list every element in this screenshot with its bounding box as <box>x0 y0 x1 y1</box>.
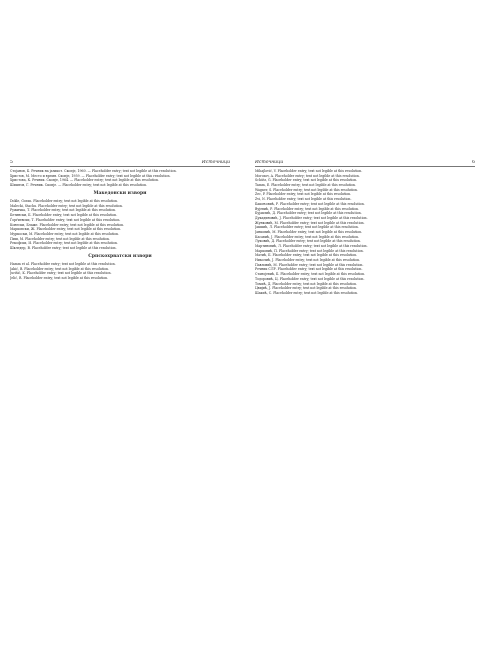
reference-entry: Касавић, Ј. Placeholder entry; text not legible at this resolution. <box>255 234 360 239</box>
section-title: Српскохрватски извори <box>88 253 152 259</box>
left-page <box>10 160 230 500</box>
reference-entry: Jurišić, K. Placeholder entry; text not legible at this resolution. <box>10 271 112 276</box>
reference-entry: Zec, P. Placeholder entry; text not legible at this resolution. <box>255 192 352 197</box>
reference-entry: Jakić, B. Placeholder entry; text not legible at this resolution. <box>10 266 110 271</box>
reference-entry: Христова, К. Речник. Скопје, 1964. — Placeholder entry; text not legible at this resolution. <box>10 178 160 183</box>
right-page <box>255 160 475 500</box>
reference-entry: Матић, Б. Placeholder entry; text not legible at this resolution. <box>255 253 358 258</box>
reference-entry: Dokle, Goran. Placeholder entry; text not legible at this resolution. <box>10 199 119 204</box>
reference-entry: Цвијић, Ј. Placeholder entry; text not legible at this resolution. <box>255 286 357 291</box>
section-title: Македонски извори <box>93 191 147 197</box>
right-page-number: 6 <box>472 160 475 165</box>
right-page-title: Источници <box>255 160 284 165</box>
reference-entry: Павловић, М. Placeholder entry; text not legible at this resolution. <box>255 262 364 267</box>
reference-entry: Јакшић, Л. Placeholder entry; text not legible at this resolution. <box>255 225 359 230</box>
reference-entry: Morozov, A. Placeholder entry; text not legible at this resolution. <box>255 173 360 178</box>
reference-entry: Шкледер, В. Placeholder entry; text not legible at this resolution. <box>10 245 117 250</box>
reference-entry: Hamm et al. Placeholder entry; text not legible at this resolution. <box>10 261 116 266</box>
reference-entry: Муркоски, М. Placeholder entry; text not legible at this resolution. <box>10 231 120 236</box>
right-entries <box>255 169 475 295</box>
reference-entry: Тодоровић, Ц. Placeholder entry; text not legible at this resolution. <box>255 276 365 281</box>
reference-entry: Wagner, S. Placeholder entry; text not legible at this resolution. <box>255 187 358 192</box>
reference-entry: Ѓорѓиевски, Т. Placeholder entry; text not legible at this resolution. <box>10 217 121 222</box>
reference-entry: Томић, Д. Placeholder entry; text not legible at this resolution. <box>255 281 358 286</box>
reference-entry: Станојевић, Б. Placeholder entry; text not legible at this resolution. <box>255 272 366 277</box>
reference-entry: Malecki, Stachu. Placeholder entry; text not legible at this resolution. <box>10 203 123 208</box>
reference-entry: Пиш, М. Placeholder entry; text not legible at this resolution. <box>10 236 110 241</box>
reference-entry: Стојанов, Б. Речник на јазикот. Скопје, 1960. — Placeholder entry; text not legible at this resolution. <box>10 169 177 173</box>
reference-entry: Луковић, Д. Placeholder entry; text not legible at this resolution. <box>255 239 361 244</box>
reference-entry: Бакоњовић, Р. Placeholder entry; text not legible at this resolution. <box>255 201 365 206</box>
reference-entry: Христов, М. Место и время. Скопје, 1959. — Placeholder entry; text not legible at this resolution. <box>10 173 171 178</box>
reference-entry: Јанковић, М. Placeholder entry; text not legible at this resolution. <box>255 229 363 234</box>
reference-entry: Tamm, E. Placeholder entry; text not legible at this resolution. <box>255 183 356 188</box>
reference-entry: Бетински, Б. Placeholder entry; text not legible at this resolution. <box>10 213 118 218</box>
reference-entry: Шакић, С. Placeholder entry; text not legible at this resolution. <box>255 290 358 295</box>
left-page-header <box>10 160 230 167</box>
reference-entry: Рекофски, И. Placeholder entry; text not legible at this resolution. <box>10 241 118 246</box>
reference-entry: Конески, Блаже. Placeholder entry; text not legible at this resolution. <box>10 222 125 227</box>
reference-entry: Шиштов, Г. Речник. Скопје. — Placeholder entry; text not legible at this resolution. <box>10 183 148 188</box>
reference-entry: Речник СЛР. Placeholder entry; text not legible at this resolution. <box>255 267 363 272</box>
left-page-number: 5 <box>10 160 13 165</box>
reference-entry: Schütz, G. Placeholder entry; text not legible at this resolution. <box>255 178 358 183</box>
reference-entry: Николић, Ј. Placeholder entry; text not legible at this resolution. <box>255 258 361 263</box>
section-serbo-croatian <box>10 254 230 280</box>
reference-entry: Mihajlović, V. Placeholder entry; text not legible at this resolution. <box>255 169 363 173</box>
reference-entry: Ружичка, Т. Placeholder entry; text not legible at this resolution. <box>10 208 117 213</box>
reference-entry: Марковски, Ж. Placeholder entry; text not legible at this resolution. <box>10 227 122 232</box>
reference-entry: Марковић, П. Placeholder entry; text not legible at this resolution. <box>255 248 364 253</box>
reference-entry: Вујевић, Р. Placeholder entry; text not legible at this resolution. <box>255 206 360 211</box>
reference-entry: Бујаклић, Д. Placeholder entry; text not legible at this resolution. <box>255 211 362 216</box>
reference-entry: Мартиновић, Л. Placeholder entry; text not legible at this resolution. <box>255 244 368 248</box>
reference-entry: Jelić, R. Placeholder entry; text not legible at this resolution. <box>10 276 109 280</box>
reference-entry: Жунковић, М. Placeholder entry; text not legible at this resolution. <box>255 220 365 225</box>
section-macedonian <box>10 191 230 250</box>
reference-entry: Дукадиновић, Ј. Placeholder entry; text not legible at this resolution. <box>255 215 368 220</box>
left-intro-entries <box>10 169 230 187</box>
left-page-title: Источници <box>201 160 230 165</box>
right-page-header <box>255 160 475 167</box>
reference-entry: Zvi, N. Placeholder entry; text not legible at this resolution. <box>255 197 352 202</box>
